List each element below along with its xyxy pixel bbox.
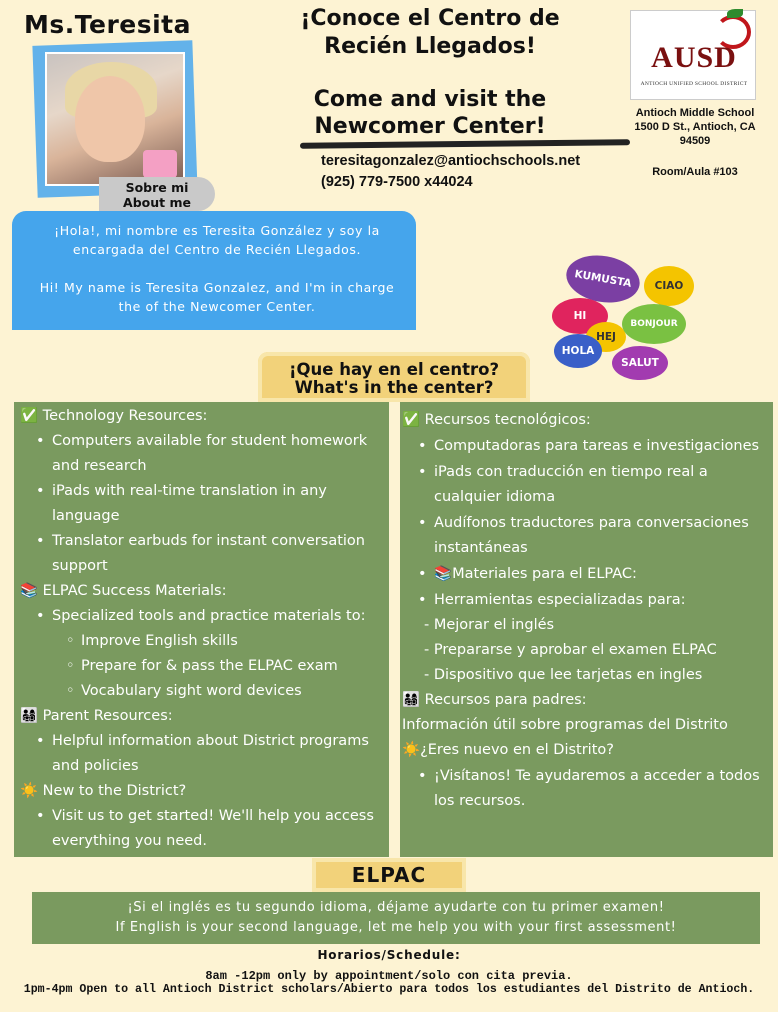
list-item: • Translator earbuds for instant conversation support (20, 529, 389, 579)
schedule-line1: 8am -12pm only by appointment/solo con cita previa. (205, 969, 573, 983)
new-heading: ☀️ New to the District? (20, 779, 389, 804)
greeting-hi: HI (552, 298, 608, 334)
elpac-heading: • 📚Materiales para el ELPAC: (402, 562, 773, 587)
teacher-photo (45, 52, 185, 186)
section-title (258, 352, 530, 402)
about-label-es: Sobre mi (125, 180, 189, 195)
check-icon: ✅ (20, 408, 39, 424)
tech-heading: ✅ Recursos tecnológicos: (402, 408, 773, 433)
family-icon: 👨‍👩‍👧‍👦 (402, 692, 421, 708)
greeting-salut: SALUT (612, 346, 668, 380)
sub-list-item: - Mejorar el inglés (424, 617, 555, 633)
email-link[interactable]: teresitagonzalez@antiochschools.net (321, 153, 581, 169)
section-title-en: What's in the center? (294, 378, 494, 397)
parent-heading: 👨‍👩‍👧‍👦 Parent Resources: (20, 704, 389, 729)
title-en-line2: Newcomer Center! (314, 114, 546, 139)
bio-box (12, 211, 416, 330)
greeting-hej: HEJ (586, 322, 626, 352)
sun-icon: ☀️ (402, 742, 421, 758)
greeting-hola: HOLA (554, 334, 602, 368)
title-spanish (270, 5, 590, 61)
family-icon: 👨‍👩‍👧‍👦 (20, 708, 39, 724)
title-en-line1: Come and visit the (313, 87, 547, 112)
sub-list-item: ◦ Vocabulary sight word devices (20, 679, 389, 704)
list-item: • Helpful information about District programs and policies (20, 729, 389, 779)
schedule-line2: 1pm-4pm Open to all Antioch District scholars/Abierto para todos los estudiantes del Distrito de Antioch. (23, 983, 755, 996)
title-es-line1: ¡Conoce el Centro de (300, 6, 560, 31)
sub-list-item: ◦ Improve English skills (20, 629, 389, 654)
greeting-bonjour: BONJOUR (622, 304, 686, 344)
list-item: • Visit us to get started! We'll help you access everything you need. (20, 804, 389, 854)
parent-heading: 👨‍👩‍👧‍👦 Recursos para padres: (402, 688, 773, 713)
phone-number: (925) 779-7500 x44024 (321, 174, 473, 190)
greeting-kumusta: KUMUSTA (563, 250, 644, 308)
greeting-ciao: CIAO (644, 266, 694, 306)
address-line1: 1500 D St., Antioch, CA (634, 121, 756, 133)
resources-spanish (400, 402, 773, 857)
list-item: • Specialized tools and practice materials to: (20, 604, 389, 629)
leaf-icon (727, 9, 743, 18)
about-label-en: About me (123, 195, 191, 210)
parent-info: Información útil sobre programas del Distrito (402, 717, 728, 733)
bio-english: Hi! My name is Teresita Gonzalez, and I'm in charge the of the Newcomer Center. (39, 280, 395, 314)
contact-info (321, 151, 580, 193)
list-item: • iPads with real-time translation in any language (20, 479, 389, 529)
elpac-heading: 📚 ELPAC Success Materials: (20, 579, 389, 604)
list-item: • Herramientas especializadas para: (402, 588, 773, 613)
logo-subtext: ANTIOCH UNIFIED SCHOOL DISTRICT (640, 81, 748, 87)
greeting-bubbles (552, 252, 702, 380)
new-heading: ☀️¿Eres nuevo en el Distrito? (402, 738, 773, 763)
sun-icon: ☀️ (20, 783, 39, 799)
section-title-es: ¡Que hay en el centro? (288, 360, 500, 379)
bio-spanish: ¡Hola!, mi nombre es Teresita González y soy la encargada del Centro de Recién Llegados. (54, 223, 380, 257)
photo-sticker (143, 150, 177, 178)
sub-list-item: - Dispositivo que lee tarjetas en ingles (424, 667, 703, 683)
sub-list-item: ◦ Prepare for & pass the ELPAC exam (20, 654, 389, 679)
photo-face (75, 76, 145, 162)
list-item: • ¡Visítanos! Te ayudaremos a acceder a todos los recursos. (402, 764, 773, 814)
elpac-message (32, 892, 760, 944)
list-item: • Audífonos traductores para conversaciones instantáneas (402, 511, 773, 561)
title-es-line2: Recién Llegados! (324, 34, 536, 59)
list-item: • Computers available for student homework and research (20, 429, 389, 479)
school-address (628, 106, 762, 148)
check-icon: ✅ (402, 412, 421, 428)
ausd-logo (630, 10, 756, 100)
elpac-message-en: If English is your second language, let me help you with your first assessment! (115, 920, 677, 935)
address-line2: 94509 (679, 135, 711, 147)
list-item: • iPads con traducción en tiempo real a cualquier idioma (402, 460, 773, 510)
about-me-tag (99, 177, 215, 211)
tech-heading: ✅ Technology Resources: (20, 404, 389, 429)
teacher-name: Ms.Teresita (24, 10, 191, 39)
room-number: Room/Aula #103 (652, 166, 738, 178)
list-item: • Computadoras para tareas e investigaciones (402, 434, 773, 459)
books-icon: 📚 (434, 566, 453, 582)
title-english (280, 86, 580, 140)
books-icon: 📚 (20, 583, 39, 599)
sub-list-item: - Prepararse y aprobar el examen ELPAC (424, 642, 717, 658)
schedule-title: Horarios/Schedule: (317, 948, 461, 962)
resources-english (14, 402, 389, 857)
elpac-message-es: ¡Si el inglés es tu segundo idioma, déjame ayudarte con tu primer examen! (127, 900, 665, 915)
school-name: Antioch Middle School (635, 107, 755, 119)
logo-text: AUSD (651, 41, 737, 74)
title-underline (300, 139, 630, 148)
elpac-title: ELPAC (312, 858, 466, 892)
